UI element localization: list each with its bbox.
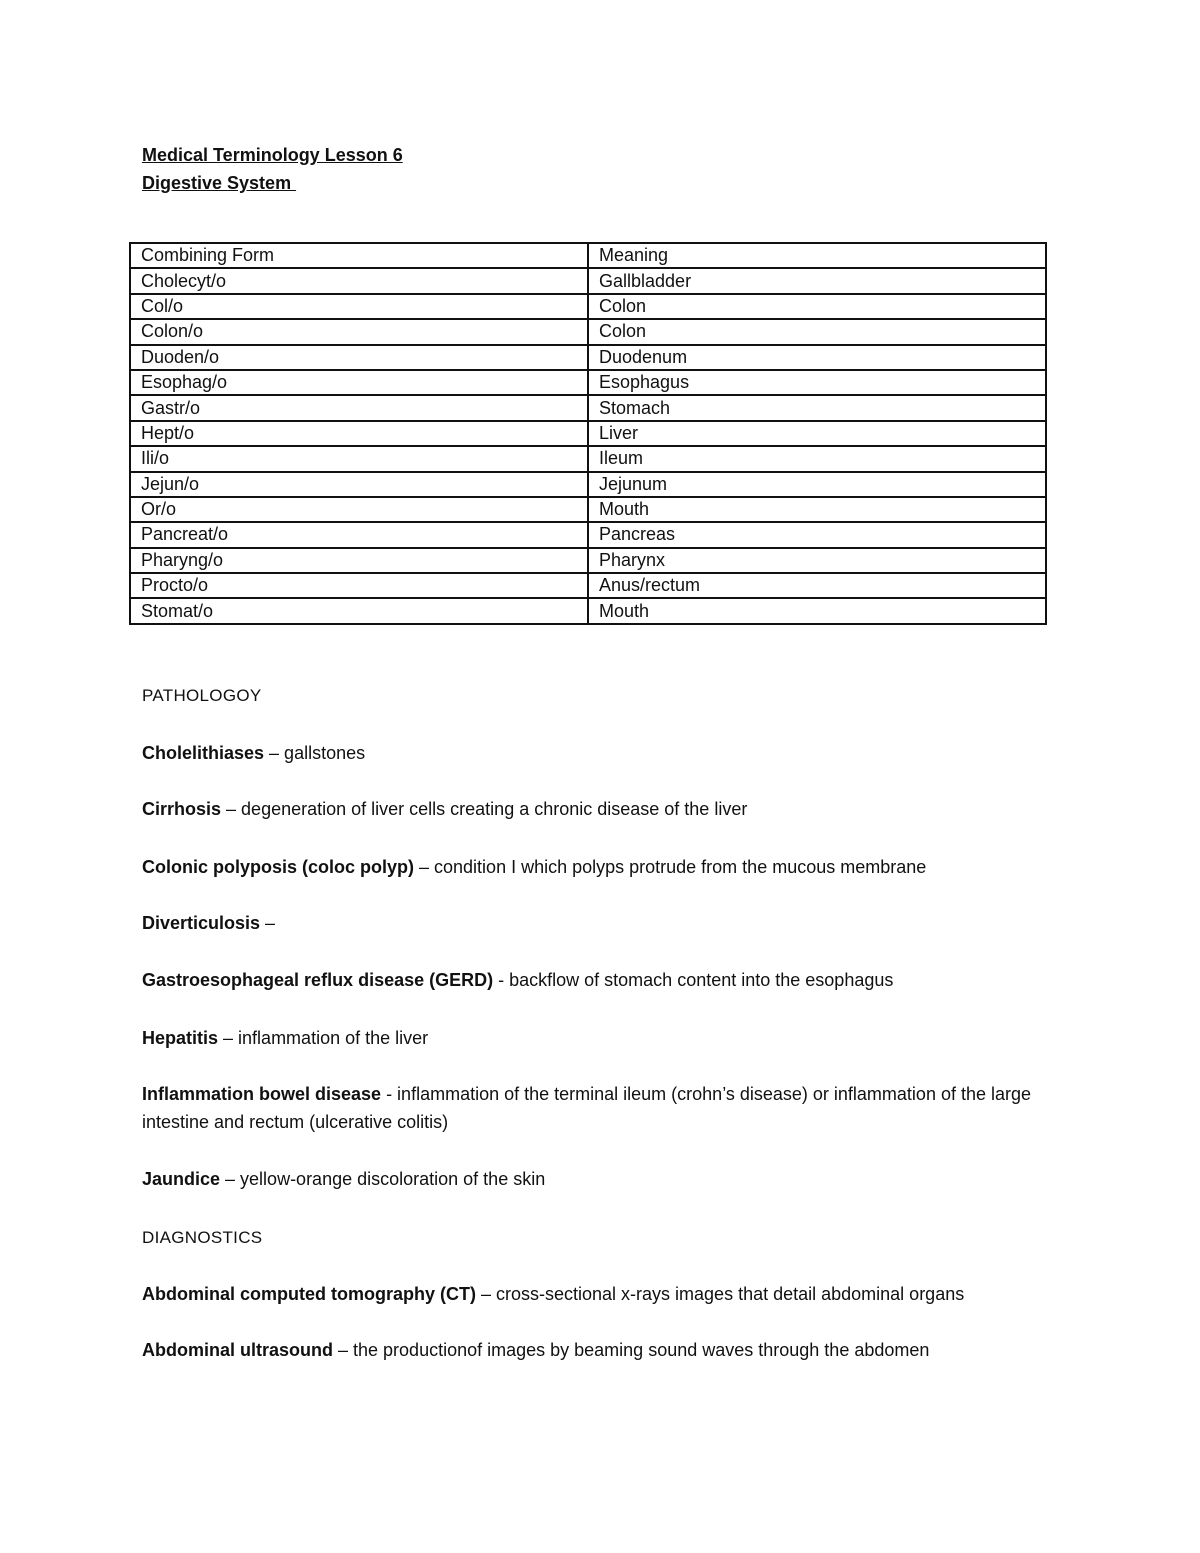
meaning-cell: Duodenum bbox=[588, 345, 1046, 370]
entry-term: Jaundice bbox=[142, 1169, 221, 1189]
meaning-cell: Mouth bbox=[588, 598, 1046, 623]
meaning-cell: Gallbladder bbox=[588, 268, 1046, 293]
document-title: Medical Terminology Lesson 6 bbox=[142, 145, 403, 165]
entry-definition: – condition I which polyps protrude from the mucous membrane bbox=[414, 857, 927, 877]
column-header: Combining Form bbox=[130, 243, 588, 268]
pathology-entry bbox=[142, 966, 1062, 994]
entry-term: Cirrhosis bbox=[142, 799, 222, 819]
combining-form-cell: Pancreat/o bbox=[130, 522, 588, 547]
table-row bbox=[130, 446, 1046, 471]
meaning-cell: Anus/rectum bbox=[588, 573, 1046, 598]
combining-form-cell: Hept/o bbox=[130, 421, 588, 446]
diagnostics-heading: DIAGNOSTICS bbox=[142, 1228, 263, 1247]
combining-form-cell: Cholecyt/o bbox=[130, 268, 588, 293]
pathology-heading: PATHOLOGOY bbox=[142, 686, 262, 705]
table-row bbox=[130, 548, 1046, 573]
combining-form-cell: Colon/o bbox=[130, 319, 588, 344]
pathology-entry bbox=[142, 1024, 1062, 1052]
pathology-entry bbox=[142, 739, 1062, 767]
meaning-cell: Esophagus bbox=[588, 370, 1046, 395]
table-row bbox=[130, 472, 1046, 497]
entry-term: Diverticulosis bbox=[142, 913, 261, 933]
meaning-cell: Ileum bbox=[588, 446, 1046, 471]
entry-term: Gastroesophageal reflux disease (GERD) bbox=[142, 970, 494, 990]
combining-form-cell: Stomat/o bbox=[130, 598, 588, 623]
meaning-cell: Pancreas bbox=[588, 522, 1046, 547]
entry-definition: - backflow of stomach content into the esophagus bbox=[493, 970, 894, 990]
table-row bbox=[130, 421, 1046, 446]
meaning-cell: Colon bbox=[588, 319, 1046, 344]
entry-term: Abdominal ultrasound bbox=[142, 1340, 333, 1360]
combining-form-cell: Ili/o bbox=[130, 446, 588, 471]
combining-forms-table bbox=[129, 242, 1047, 625]
meaning-cell: Jejunum bbox=[588, 472, 1046, 497]
combining-form-cell: Jejun/o bbox=[130, 472, 588, 497]
table-row bbox=[130, 598, 1046, 623]
meaning-cell: Stomach bbox=[588, 395, 1046, 420]
pathology-entry bbox=[142, 1165, 1062, 1193]
meaning-cell: Liver bbox=[588, 421, 1046, 446]
combining-form-cell: Duoden/o bbox=[130, 345, 588, 370]
diagnostics-entry bbox=[142, 1280, 1062, 1308]
pathology-entry bbox=[142, 795, 1062, 823]
entry-definition: – the productionof images by beaming sound waves through the abdomen bbox=[333, 1340, 930, 1360]
meaning-cell: Pharynx bbox=[588, 548, 1046, 573]
table-row bbox=[130, 573, 1046, 598]
column-header: Meaning bbox=[588, 243, 1046, 268]
entry-term: Inflammation bowel disease bbox=[142, 1084, 382, 1104]
meaning-cell: Mouth bbox=[588, 497, 1046, 522]
entry-term: Hepatitis bbox=[142, 1028, 219, 1048]
combining-form-cell: Pharyng/o bbox=[130, 548, 588, 573]
combining-form-cell: Procto/o bbox=[130, 573, 588, 598]
combining-form-cell: Or/o bbox=[130, 497, 588, 522]
table-row bbox=[130, 319, 1046, 344]
table-row bbox=[130, 294, 1046, 319]
meaning-cell: Colon bbox=[588, 294, 1046, 319]
combining-form-cell: Gastr/o bbox=[130, 395, 588, 420]
table-row bbox=[130, 497, 1046, 522]
entry-term: Abdominal computed tomography (CT) bbox=[142, 1284, 476, 1304]
pathology-entry bbox=[142, 853, 1062, 881]
combining-form-cell: Esophag/o bbox=[130, 370, 588, 395]
pathology-entry bbox=[142, 909, 1062, 937]
table-row bbox=[130, 268, 1046, 293]
combining-form-cell: Col/o bbox=[130, 294, 588, 319]
entry-definition: – yellow-orange discoloration of the skin bbox=[220, 1169, 546, 1189]
table-row bbox=[130, 345, 1046, 370]
pathology-entry bbox=[142, 1080, 1062, 1136]
entry-term: Colonic polyposis (coloc polyp) bbox=[142, 857, 415, 877]
entry-term: Cholelithiases bbox=[142, 743, 265, 763]
table-row bbox=[130, 522, 1046, 547]
diagnostics-entry bbox=[142, 1336, 1062, 1364]
table-row bbox=[130, 395, 1046, 420]
table-row bbox=[130, 370, 1046, 395]
document-subtitle: Digestive System bbox=[142, 173, 297, 193]
entry-definition: – gallstones bbox=[264, 743, 366, 763]
entry-definition: – bbox=[260, 913, 276, 933]
entry-definition: – degeneration of liver cells creating a chronic disease of the liver bbox=[221, 799, 748, 819]
table-header-row bbox=[130, 243, 1046, 268]
entry-definition: – cross-sectional x-rays images that detail abdominal organs bbox=[475, 1284, 965, 1304]
entry-definition: - inflammation of the terminal ileum (crohn’s disease) or inflammation of the large intestine and rectum (ulcerative colitis) bbox=[142, 1084, 1032, 1132]
entry-definition: – inflammation of the liver bbox=[218, 1028, 429, 1048]
